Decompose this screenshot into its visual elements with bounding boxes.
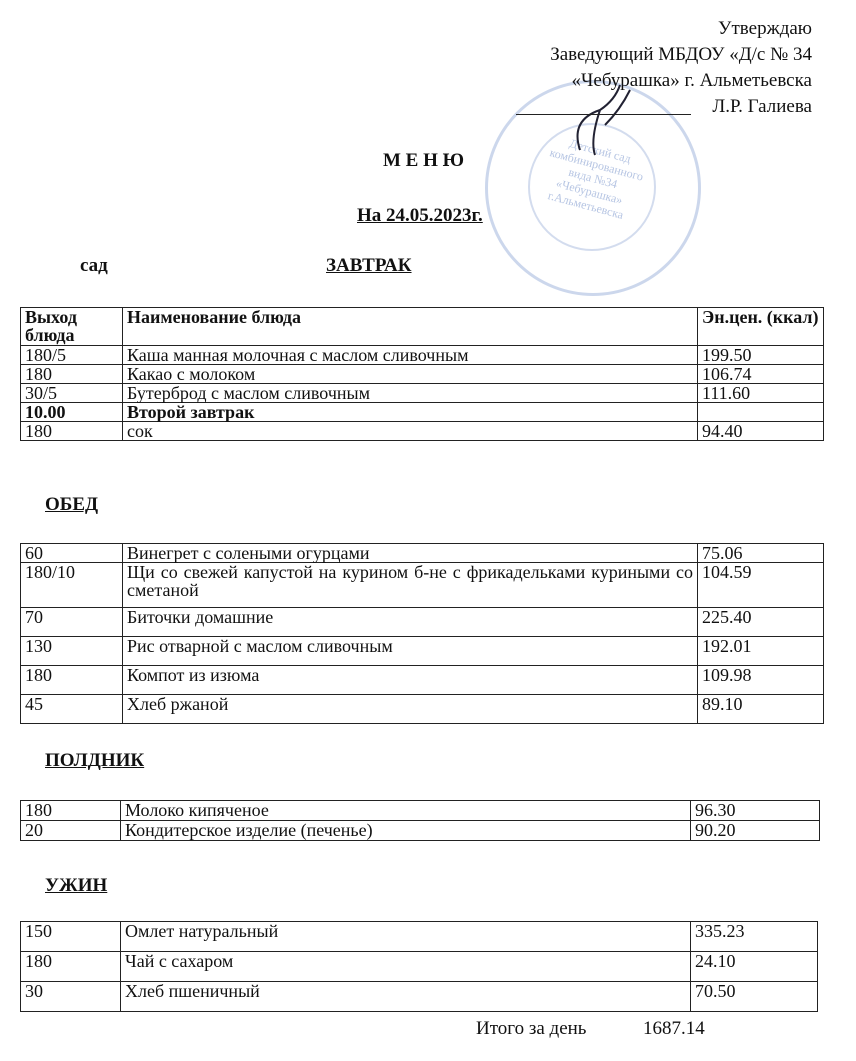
dinner-table — [20, 921, 818, 1012]
table-row — [21, 384, 824, 403]
dish-yield: 45 — [21, 695, 123, 724]
table-row — [21, 801, 820, 821]
dish-energy: 192.01 — [698, 637, 824, 666]
dish-name: Омлет натуральный — [121, 922, 691, 952]
dish-yield: 180 — [21, 666, 123, 695]
dish-yield: 180/5 — [21, 346, 123, 365]
dish-energy: 225.40 — [698, 608, 824, 637]
dish-name: Бутерброд с маслом сливочным — [123, 384, 698, 403]
section-snack: ПОЛДНИК — [45, 750, 145, 771]
table-row — [21, 563, 824, 608]
menu-date: На 24.05.2023г. — [357, 205, 483, 226]
dish-yield: 180 — [21, 422, 123, 441]
dish-name: Биточки домашние — [123, 608, 698, 637]
dish-yield: 180/10 — [21, 563, 123, 608]
lunch-table — [20, 543, 824, 724]
dish-energy — [698, 403, 824, 422]
table-row — [21, 608, 824, 637]
dish-yield: 20 — [21, 821, 121, 841]
group-label: сад — [80, 255, 108, 276]
dish-energy: 24.10 — [691, 952, 818, 982]
signature — [560, 80, 640, 160]
approval-line-1: Утверждаю — [718, 18, 812, 39]
table-header: Выход блюда Наименование блюда Эн.цен. (ккал) — [21, 308, 824, 346]
table-row — [21, 922, 818, 952]
dish-energy: 90.20 — [691, 821, 820, 841]
dish-name: Кондитерское изделие (печенье) — [121, 821, 691, 841]
page-title: М Е Н Ю — [383, 150, 465, 171]
approval-line-4: Л.Р. Галиева — [712, 96, 812, 117]
daily-total-value: 1687.14 — [643, 1018, 705, 1039]
dish-yield: 130 — [21, 637, 123, 666]
dish-yield: 150 — [21, 922, 121, 952]
dish-yield: 180 — [21, 801, 121, 821]
breakfast-table — [20, 307, 824, 441]
dish-name: Второй завтрак — [123, 403, 698, 422]
dish-energy: 111.60 — [698, 384, 824, 403]
dish-yield: 180 — [21, 365, 123, 384]
dish-name: Какао с молоком — [123, 365, 698, 384]
table-row — [21, 982, 818, 1012]
dish-name: сок — [123, 422, 698, 441]
daily-total-label: Итого за день — [476, 1018, 587, 1039]
dish-name: Хлеб пшеничный — [121, 982, 691, 1012]
table-row — [21, 952, 818, 982]
table-row — [21, 422, 824, 441]
snack-table — [20, 800, 820, 841]
dish-name: Молоко кипяченое — [121, 801, 691, 821]
dish-yield: 60 — [21, 544, 123, 563]
table-row — [21, 346, 824, 365]
dish-yield: 10.00 — [21, 403, 123, 422]
table-row — [21, 365, 824, 384]
dish-energy: 109.98 — [698, 666, 824, 695]
dish-name: Рис отварной с маслом сливочным — [123, 637, 698, 666]
table-row — [21, 695, 824, 724]
dish-energy: 106.74 — [698, 365, 824, 384]
table-row — [21, 821, 820, 841]
section-breakfast: ЗАВТРАК — [326, 255, 412, 276]
official-stamp: Детский сад комбинированного вида №34 «Чебурашка» г.Альметьевска — [485, 80, 701, 296]
dish-name: Хлеб ржаной — [123, 695, 698, 724]
dish-yield: 30 — [21, 982, 121, 1012]
section-lunch: ОБЕД — [45, 494, 99, 515]
dish-name: Чай с сахаром — [121, 952, 691, 982]
table-row — [21, 544, 824, 563]
dish-name: Каша манная молочная с маслом сливочным — [123, 346, 698, 365]
section-dinner: УЖИН — [45, 875, 108, 896]
table-row — [21, 403, 824, 422]
dish-energy: 94.40 — [698, 422, 824, 441]
dish-energy: 75.06 — [698, 544, 824, 563]
approval-line-3: «Чебурашка» г. Альметьевска — [571, 70, 812, 91]
dish-name: Щи со свежей капустой на курином б-не с фрикадельками куриными со сметаной — [123, 563, 698, 608]
table-row — [21, 666, 824, 695]
dish-name: Винегрет с солеными огурцами — [123, 544, 698, 563]
table-row — [21, 637, 824, 666]
approval-line-2: Заведующий МБДОУ «Д/с № 34 — [550, 44, 812, 65]
dish-energy: 89.10 — [698, 695, 824, 724]
dish-yield: 30/5 — [21, 384, 123, 403]
signature-line — [516, 114, 691, 115]
dish-energy: 96.30 — [691, 801, 820, 821]
dish-name: Компот из изюма — [123, 666, 698, 695]
dish-energy: 104.59 — [698, 563, 824, 608]
dish-energy: 335.23 — [691, 922, 818, 952]
dish-energy: 70.50 — [691, 982, 818, 1012]
dish-yield: 70 — [21, 608, 123, 637]
dish-yield: 180 — [21, 952, 121, 982]
dish-energy: 199.50 — [698, 346, 824, 365]
